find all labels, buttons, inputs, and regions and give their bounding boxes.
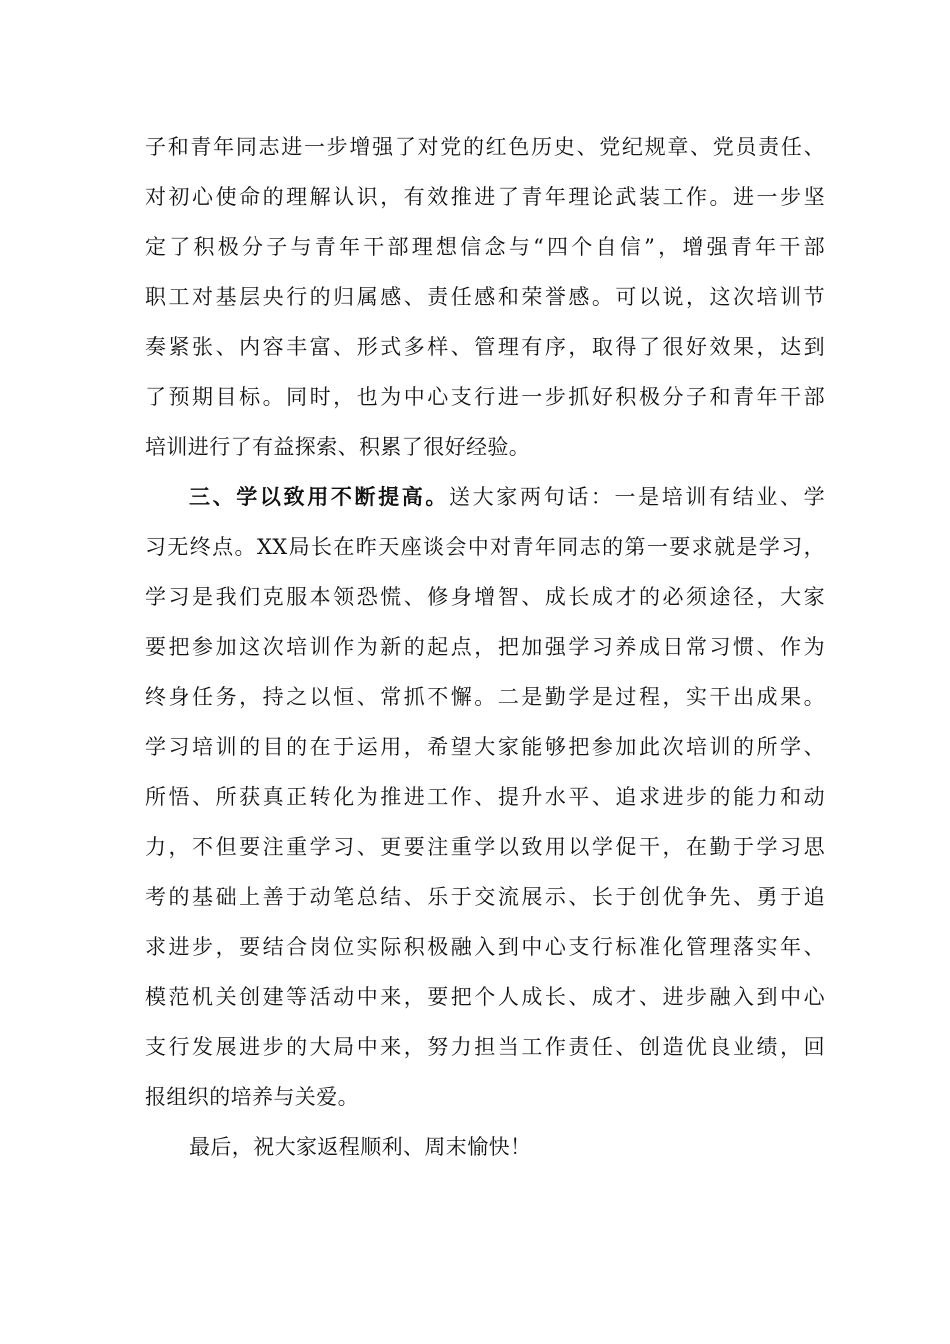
paragraph-line: 培训进行了有益探索、积累了很好经验。 <box>145 435 531 459</box>
paragraph-line: 对初心使命的理解认识，有效推进了青年理论武装工作。进一步坚 <box>145 185 825 209</box>
paragraph-line: 支行发展进步的大局中来，努力担当工作责任、创造优良业绩，回 <box>145 1035 825 1059</box>
section-heading-rest: 送大家两句话：一是培训有结业、学 <box>449 485 825 509</box>
paragraph-line: 力，不但要注重学习、更要注重学以致用以学促干，在勤于学习思 <box>145 835 825 859</box>
paragraph-line: 习无终点。XX局长在昨天座谈会中对青年同志的第一要求就是学习， <box>145 535 825 559</box>
paragraph-line: 终身任务，持之以恒、常抓不懈。二是勤学是过程，实干出成果。 <box>145 685 825 709</box>
paragraph-line: 报组织的培养与关爱。 <box>145 1085 359 1109</box>
closing-line: 最后，祝大家返程顺利、周末愉快！ <box>189 1135 532 1159</box>
paragraph-line: 了预期目标。同时，也为中心支行进一步抓好积极分子和青年干部 <box>145 385 825 409</box>
paragraph-line: 子和青年同志进一步增强了对党的红色历史、党纪规章、党员责任、 <box>145 135 825 159</box>
paragraph-line: 奏紧张、内容丰富、形式多样、管理有序，取得了很好效果，达到 <box>145 335 825 359</box>
paragraph-line: 要把参加这次培训作为新的起点，把加强学习养成日常习惯、作为 <box>145 635 825 659</box>
paragraph-line: 所悟、所获真正转化为推进工作、提升水平、追求进步的能力和动 <box>145 785 825 809</box>
paragraph-line: 学习培训的目的在于运用，希望大家能够把参加此次培训的所学、 <box>145 735 825 759</box>
section-heading-line <box>189 479 825 515</box>
paragraph-line: 求进步，要结合岗位实际积极融入到中心支行标准化管理落实年、 <box>145 935 825 959</box>
section-heading: 三、学以致用不断提高。 <box>189 485 450 509</box>
paragraph-line: 考的基础上善于动笔总结、乐于交流展示、长于创优争先、勇于追 <box>145 885 825 909</box>
paragraph-line: 职工对基层央行的归属感、责任感和荣誉感。可以说，这次培训节 <box>145 285 825 309</box>
paragraph-line: 模范机关创建等活动中来，要把个人成长、成才、进步融入到中心 <box>145 985 825 1009</box>
paragraph-line: 学习是我们克服本领恐慌、修身增智、成长成才的必须途径，大家 <box>145 585 825 609</box>
paragraph-line: 定了积极分子与青年干部理想信念与“四个自信”，增强青年干部 <box>145 235 825 259</box>
